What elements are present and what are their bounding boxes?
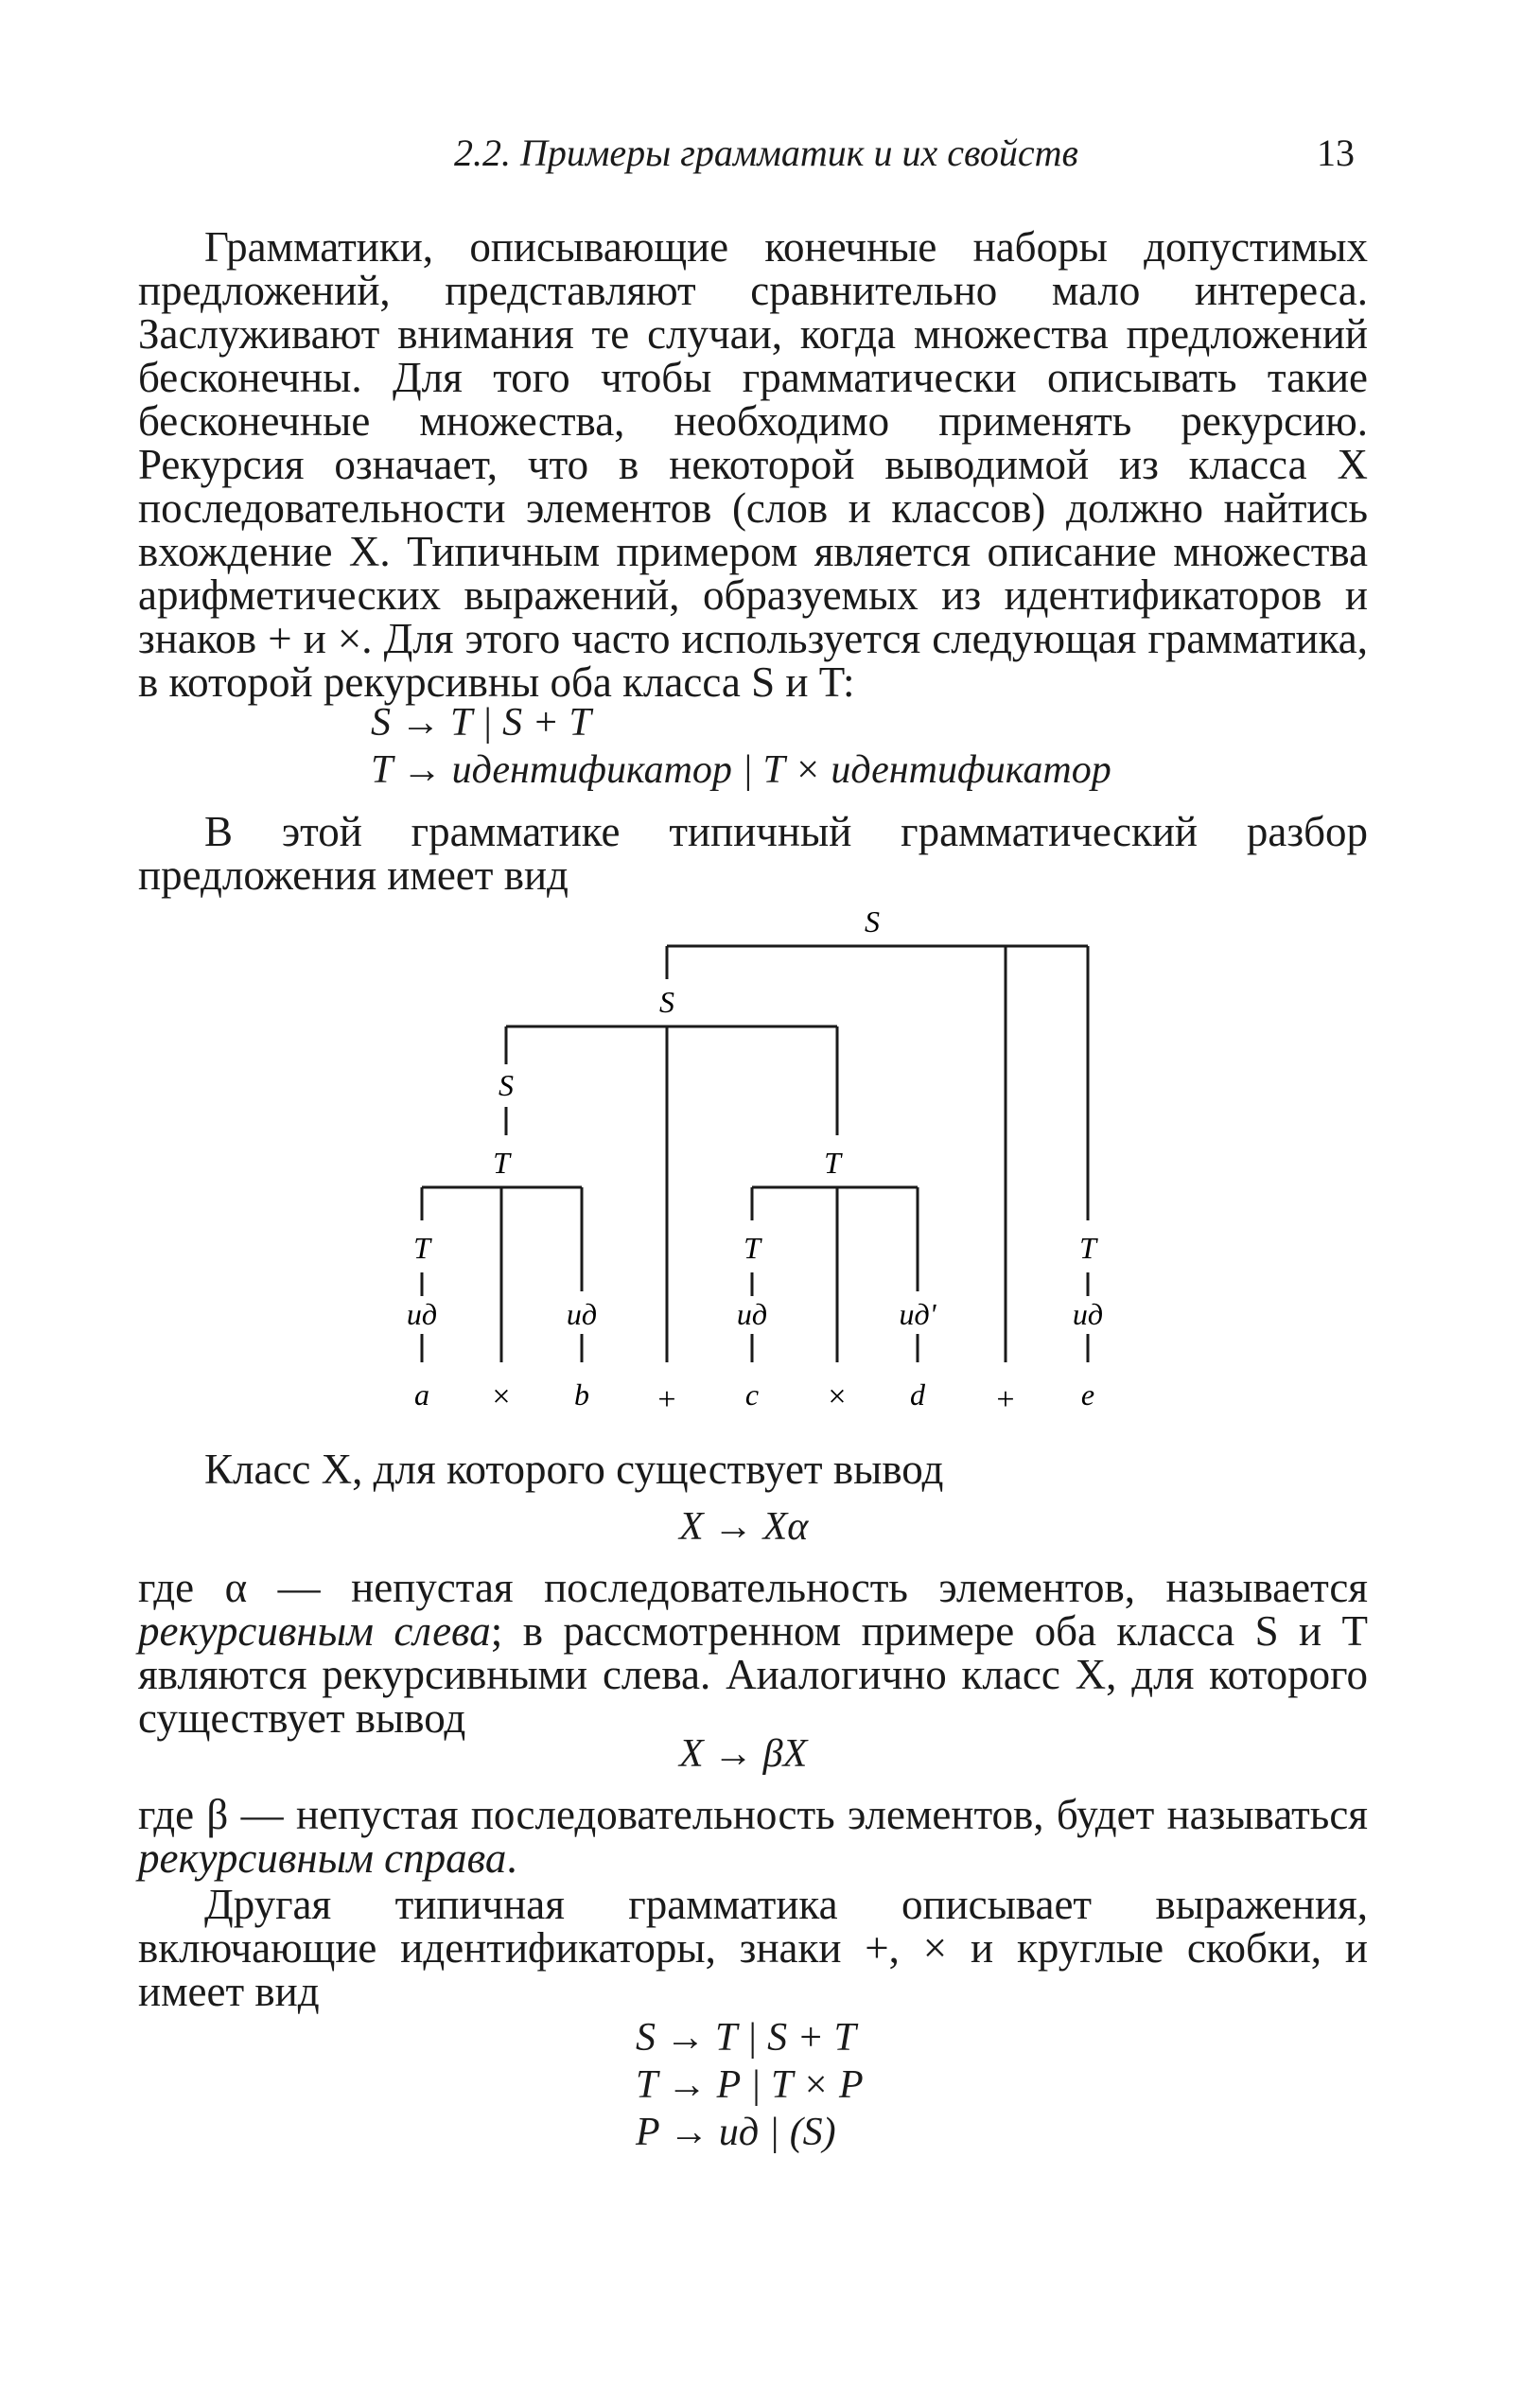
paragraph-second-grammar: Другая типичная грамматика описывает выражения, включающие идентификаторы, знаки +, × и круглые скобки, и имеет вид [138,1881,1368,2015]
tree-id-e: ид [1072,1297,1104,1331]
tree-node-t-e: T [1079,1231,1096,1265]
grammar1-rule-s: S → T | S + T [371,701,591,745]
p5-text-post: . [506,1834,517,1882]
tree-leaf-times-1: × [492,1379,511,1414]
grammar2-rule-p: P → ид | (S) [636,2111,836,2154]
tree-leaf-times-2: × [828,1379,847,1414]
tree-id-c: ид [736,1297,768,1331]
tree-leaf-a: a [414,1377,429,1412]
p4-text-post: ; в рассмотренном примере оба класса S и T являются рекурсивными слева. Аиалогично класс X, для которого существует вывод [138,1607,1369,1742]
term-left-recursive: рекурсивным слева [138,1607,491,1655]
tree-node-t-left: T [493,1146,510,1180]
tree-node-s-lower: S [499,1068,514,1102]
running-header: 2.2. Примеры грамматик и их свойств [454,132,1078,174]
grammar1-rule-t: T → идентификатор | T × идентификатор [371,748,1111,792]
paragraph-right-recursion [138,1793,1368,1880]
paragraph-recursion: Грамматики, описывающие конечные наборы допустимых предложений, представляют сравнительно мало интереса. Заслуживают внимания те случаи, когда множества предложений бесконечны. Для того чтобы грамматически описывать такие бесконечные множества, необходимо применять рекурсию. Рекурсия означает, что в некоторой выводимой из класса X последовательности элементов (слов и классов) должно найтись вхождение X. Типичным примером является описание множества арифметических выражений, образуемых из идентификаторов и знаков + и ×. Для этого часто используется следующая грамматика, в которой рекурсивны оба класса S и T: [138,223,1368,706]
paragraph-left-recursion-intro: Класс X, для которого существует вывод [204,1446,944,1493]
formula-right-recursion: X → βX [679,1732,808,1776]
tree-node-t-a: T [413,1231,430,1265]
tree-id-d: ид' [899,1297,936,1331]
tree-node-t-c: T [744,1231,761,1265]
paragraph-parse: В этой грамматике типичный грамматический разбор предложения имеет вид [138,808,1368,899]
p5-text-pre: где β — непустая последовательность элементов, будет называться [138,1791,1368,1838]
tree-leaf-e: e [1080,1377,1095,1412]
tree-id-b: ид [566,1297,598,1331]
tree-node-s-inner: S [659,985,674,1019]
tree-id-a: ид [406,1297,438,1331]
tree-leaf-d: d [910,1377,925,1412]
page-number: 13 [1317,132,1355,174]
grammar2-rule-s: S → T | S + T [636,2016,856,2060]
term-right-recursive: рекурсивным справа [138,1834,507,1882]
tree-leaf-c: c [744,1377,760,1412]
tree-leaf-plus-1: + [657,1382,676,1417]
formula-left-recursion: X → Xα [679,1505,809,1549]
tree-root-s: S [865,904,880,938]
tree-leaf-b: b [574,1377,589,1412]
grammar2-rule-t: T → P | T × P [636,2063,864,2107]
paragraph-left-recursion [138,1566,1368,1740]
tree-leaf-plus-2: + [996,1382,1015,1417]
tree-node-t-middle: T [824,1146,841,1180]
p4-text-pre: где α — непустая последовательность элементов, называется [138,1564,1368,1611]
